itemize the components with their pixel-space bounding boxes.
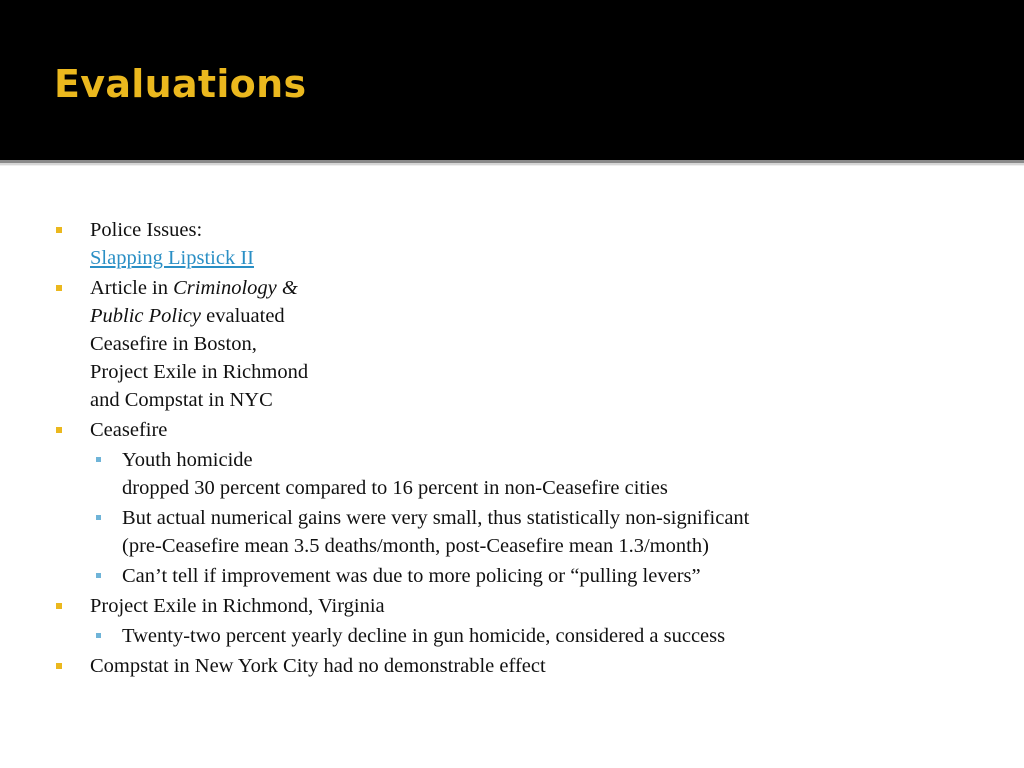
journal-name-part1: Criminology & bbox=[173, 277, 298, 299]
bullet-text: Project Exile in Richmond, Virginia bbox=[90, 595, 385, 617]
square-bullet-icon bbox=[56, 285, 62, 291]
header-divider-shadow-light bbox=[0, 165, 1024, 166]
sub-bullet-text: (pre-Ceasefire mean 3.5 deaths/month, post-Ceasefire mean 1.3/month) bbox=[122, 535, 709, 557]
sub-bullet-gun-homicide bbox=[0, 622, 1024, 650]
sub-bullet-text: dropped 30 percent compared to 16 percent in non-Ceasefire cities bbox=[122, 477, 668, 499]
bullet-article bbox=[0, 274, 1024, 414]
square-sub-bullet-icon bbox=[96, 633, 101, 638]
slapping-lipstick-link[interactable]: Slapping Lipstick II bbox=[90, 247, 254, 269]
square-bullet-icon bbox=[56, 603, 62, 609]
sub-bullet-numerical-gains bbox=[0, 504, 1024, 560]
bullet-text: Project Exile in Richmond bbox=[90, 361, 309, 383]
bullet-text: Compstat in New York City had no demonstrable effect bbox=[90, 655, 546, 677]
slide-header bbox=[0, 0, 1024, 160]
bullet-text: Ceasefire bbox=[90, 419, 168, 441]
square-bullet-icon bbox=[56, 227, 62, 233]
bullet-text-pre: Article in bbox=[90, 277, 174, 299]
sub-bullet-text: Twenty-two percent yearly decline in gun homicide, considered a success bbox=[122, 625, 726, 647]
bullet-ceasefire bbox=[0, 416, 1024, 444]
square-sub-bullet-icon bbox=[96, 457, 101, 462]
bullet-police-issues bbox=[0, 216, 1024, 272]
sub-bullet-cant-tell bbox=[0, 562, 1024, 590]
square-sub-bullet-icon bbox=[96, 573, 101, 578]
square-bullet-icon bbox=[56, 427, 62, 433]
journal-name-part2: Public Policy bbox=[90, 305, 201, 327]
sub-bullet-text: But actual numerical gains were very small, thus statistically non-significant bbox=[122, 507, 750, 529]
slide-body bbox=[0, 214, 1024, 680]
sub-bullet-text: Youth homicide bbox=[122, 449, 253, 471]
square-sub-bullet-icon bbox=[96, 515, 101, 520]
sub-bullet-text: Can’t tell if improvement was due to more policing or “pulling levers” bbox=[122, 565, 701, 587]
bullet-project-exile bbox=[0, 592, 1024, 620]
bullet-text: Police Issues: bbox=[90, 219, 203, 241]
sub-bullet-youth-homicide bbox=[0, 446, 1024, 502]
slide-title: Evaluations bbox=[54, 62, 307, 106]
square-bullet-icon bbox=[56, 663, 62, 669]
bullet-text: and Compstat in NYC bbox=[90, 389, 273, 411]
bullet-compstat bbox=[0, 652, 1024, 680]
bullet-text: Ceasefire in Boston, bbox=[90, 333, 257, 355]
bullet-text-post: evaluated bbox=[201, 305, 285, 327]
